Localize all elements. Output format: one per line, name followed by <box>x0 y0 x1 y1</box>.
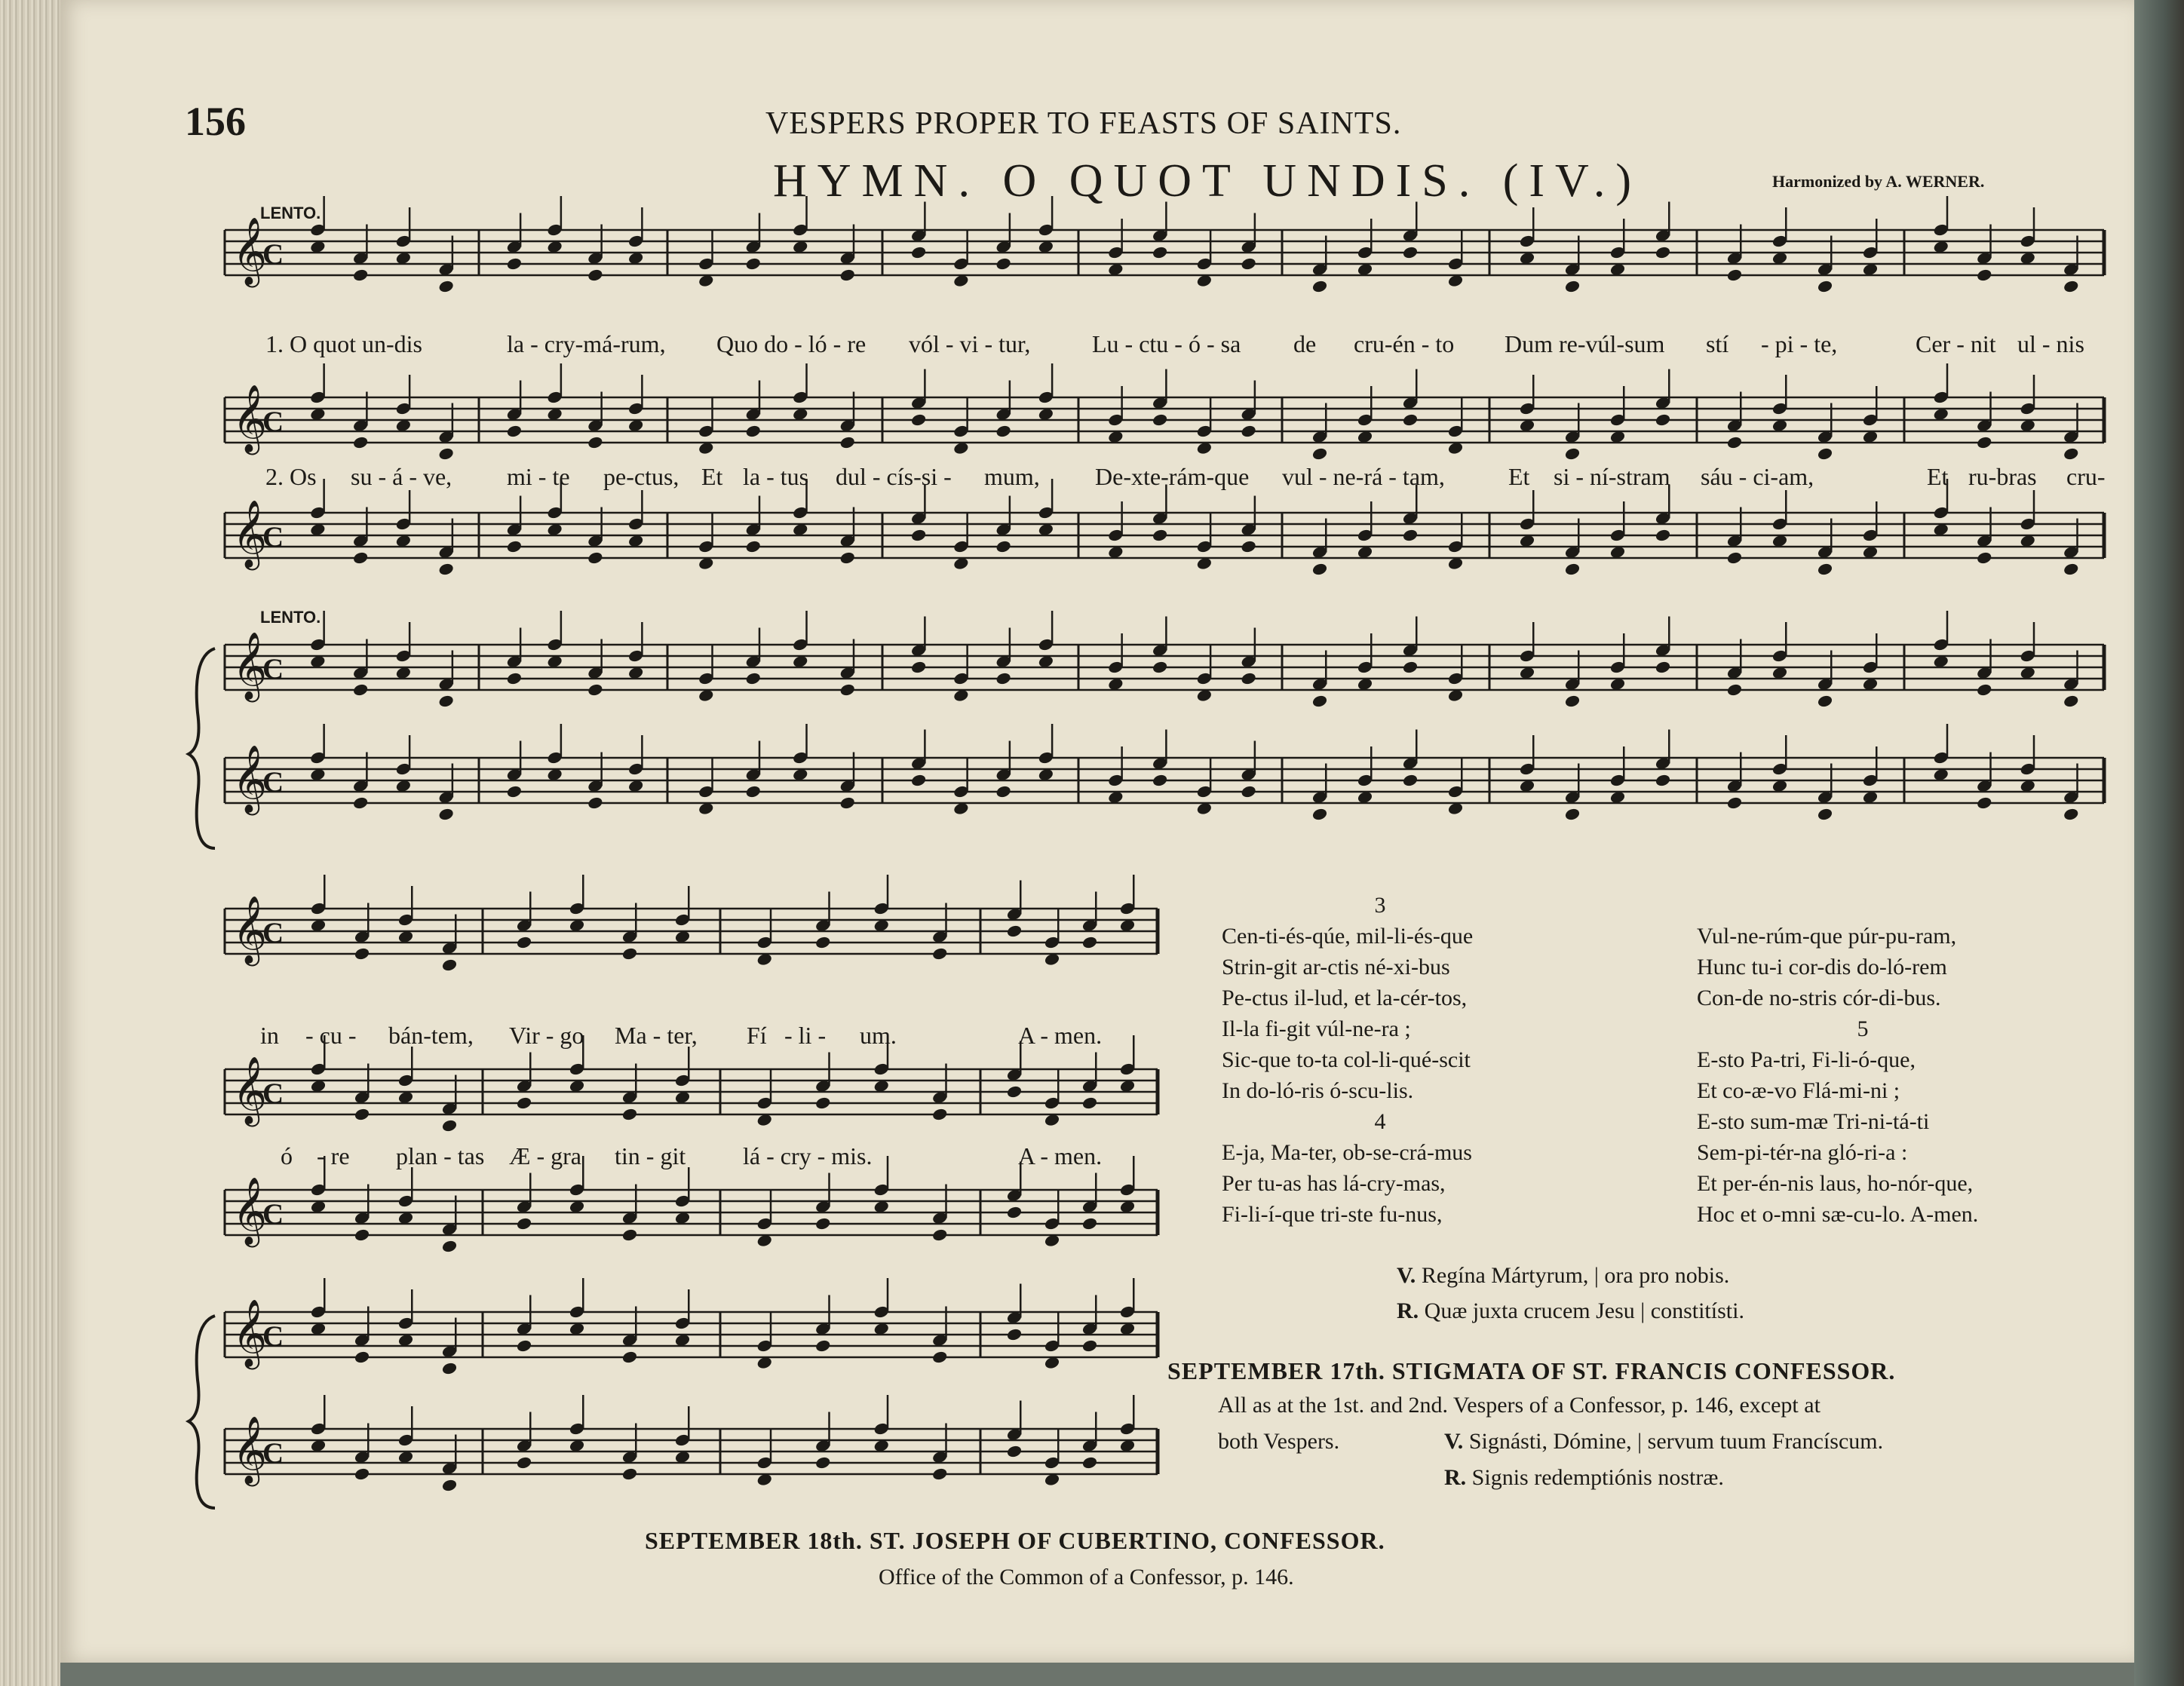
lyric-line-1-seg-7: cru-én - to <box>1354 330 1455 357</box>
lyric-line-2-seg-8: mum, <box>984 463 1040 490</box>
sept18-line: Office of the Common of a Confessor, p. 146. <box>879 1565 1294 1589</box>
sept17-line-1: All as at the 1st. and 2nd. Vespers of a Confessor, p. 146, except at <box>1218 1393 1821 1418</box>
lyric-line-4-seg-4: Æ - gra <box>509 1142 581 1169</box>
lyric-line-1-seg-1: 1. O quot un-dis <box>265 330 422 357</box>
svg-text:𝄞: 𝄞 <box>232 745 268 813</box>
stanza-4-number: 4 <box>1374 1109 1386 1134</box>
stanza-4-5 <box>1697 921 2029 1230</box>
lyric-line-1-seg-8: Dum re-vúl-sum <box>1505 330 1665 357</box>
svg-text:C: C <box>262 238 284 271</box>
stanza-4-line-1: E-ja, Ma-ter, ob-se-crá-mus <box>1222 1140 1472 1165</box>
stanza-5-line-4: Sem-pi-tér-na gló-ri-a : <box>1697 1140 1908 1165</box>
svg-text:C: C <box>262 653 284 685</box>
lyric-line-3-seg-2: - cu - <box>305 1022 357 1049</box>
stanza-5-number: 5 <box>1857 1016 1869 1041</box>
lyric-line-2-seg-6: la - tus <box>743 463 809 490</box>
stanza-3-line-3: Pe-ctus il-lud, et la-cér-tos, <box>1222 986 1468 1010</box>
sept17-versicle-text: Signásti, Dómine, | servum tuum Francíscum. <box>1468 1429 1884 1454</box>
sept17-response-mark: R. <box>1444 1465 1467 1490</box>
lyric-line-4-seg-5: tin - git <box>615 1142 686 1169</box>
harmonized-by: Harmonized by A. WERNER. <box>1772 172 1985 191</box>
lyric-line-4-seg-3: plan - tas <box>396 1142 485 1169</box>
stanza-5-line-6: Hoc et o-mni sæ-cu-lo. A-men. <box>1697 1202 1979 1227</box>
lyric-line-2-seg-14: Et <box>1927 463 1949 490</box>
sept17-response <box>1444 1465 1724 1491</box>
stanza-3-line-2: Strin-git ar-ctis né-xi-bus <box>1222 955 1450 979</box>
lyric-line-4-seg-7: A - men. <box>1018 1142 1103 1169</box>
svg-text:𝄞: 𝄞 <box>232 1056 268 1124</box>
lyric-line-3-seg-8: um. <box>860 1022 897 1049</box>
lyric-line-3-seg-5: Ma - ter, <box>615 1022 698 1049</box>
lyric-line-3-seg-9: A - men. <box>1018 1022 1103 1049</box>
lyric-line-2-seg-12: si - ní-stram <box>1554 463 1670 490</box>
sept18-heading: SEPTEMBER 18th. ST. JOSEPH OF CUBERTINO, CONFESSOR. <box>645 1527 1385 1554</box>
lyric-line-2-seg-5: Et <box>701 463 723 490</box>
lyric-line-1-seg-2: la - cry-má-rum, <box>507 330 666 357</box>
stanza-3-line-1: Cen-ti-és-qúe, mil-li-és-que <box>1222 924 1474 949</box>
versicle <box>1397 1263 1729 1289</box>
stanza-5-line-2: Et co-æ-vo Flá-mi-ni ; <box>1697 1078 1900 1103</box>
lyric-line-2-seg-2: su - á - ve, <box>351 463 452 490</box>
svg-text:𝄞: 𝄞 <box>232 1177 268 1245</box>
running-title: VESPERS PROPER TO FEASTS OF SAINTS. <box>765 106 1402 141</box>
sept17-heading: SEPTEMBER 17th. STIGMATA OF ST. FRANCIS CONFESSOR. <box>1167 1357 1896 1384</box>
response-text: Quæ juxta crucem Jesu | constitísti. <box>1424 1298 1744 1323</box>
sept17-versicle-mark: V. <box>1444 1429 1464 1454</box>
svg-text:C: C <box>262 1198 284 1231</box>
lyric-line-2-seg-15: ru-bras <box>1968 463 2037 490</box>
hymn-title: HYMN. O QUOT UNDIS. (IV.) <box>773 155 1642 207</box>
svg-text:𝄞: 𝄞 <box>232 896 268 964</box>
brace-1 <box>189 648 215 848</box>
lyric-line-4-seg-2: - re <box>317 1142 350 1169</box>
lyric-line-1-seg-11: Cer - nit <box>1916 330 1996 357</box>
stanza-4-line-5: Hunc tu-i cor-dis do-ló-rem <box>1697 955 1947 979</box>
sept17-versicle <box>1444 1429 1883 1455</box>
stanza-4-line-3: Fi-li-í-que tri-ste fu-nus, <box>1222 1202 1443 1227</box>
lyric-line-1-seg-5: Lu - ctu - ó - sa <box>1092 330 1241 357</box>
sept17-line-2: both Vespers. <box>1218 1429 1340 1454</box>
lyric-line-2-seg-3: mi - te <box>507 463 570 490</box>
svg-text:𝄞: 𝄞 <box>232 1299 268 1367</box>
lyric-line-4-seg-6: lá - cry - mis. <box>743 1142 873 1169</box>
svg-text:C: C <box>262 766 284 799</box>
svg-text:C: C <box>262 1078 284 1110</box>
lyric-line-2-seg-11: Et <box>1508 463 1530 490</box>
page-number: 156 <box>185 99 246 144</box>
lyric-line-1-seg-3: Quo do - ló - re <box>716 330 867 357</box>
lyric-line-2-seg-4: pe-ctus, <box>603 463 679 490</box>
stanza-3-line-5: Sic-que to-ta col-li-qué-scit <box>1222 1047 1471 1072</box>
lyric-line-2-seg-16: cru- <box>2066 463 2106 490</box>
lyric-line-1-seg-10: - pi - te, <box>1761 330 1838 357</box>
stanza-3-number: 3 <box>1374 893 1386 918</box>
lyric-line-3-seg-6: Fí <box>747 1022 767 1049</box>
lyric-line-3-seg-4: Vir - go <box>509 1022 584 1049</box>
stanza-5-line-5: Et per-én-nis laus, ho-nór-que, <box>1697 1171 1974 1196</box>
lyric-line-3-seg-7: - li - <box>784 1022 827 1049</box>
lyric-line-1-seg-6: de <box>1293 330 1317 357</box>
stanza-3-line-6: In do-ló-ris ó-scu-lis. <box>1222 1078 1414 1103</box>
svg-text:C: C <box>262 406 284 438</box>
stanza-5-line-3: E-sto sum-mæ Tri-ni-tá-ti <box>1697 1109 1930 1134</box>
svg-text:𝄞: 𝄞 <box>232 632 268 700</box>
lyric-line-2-seg-7: dul - cís-si - <box>836 463 952 490</box>
svg-text:C: C <box>262 1437 284 1470</box>
lyric-line-2-seg-9: De-xte-rám-que <box>1095 463 1250 490</box>
lyric-line-3-seg-3: bán-tem, <box>388 1022 474 1049</box>
lyric-line-1-seg-9: stí <box>1706 330 1729 357</box>
lyric-line-2-seg-1: 2. Os <box>265 463 317 490</box>
response-mark: R. <box>1397 1298 1419 1323</box>
svg-text:𝄞: 𝄞 <box>232 500 268 568</box>
svg-text:C: C <box>262 1320 284 1353</box>
versicle-mark: V. <box>1397 1263 1416 1288</box>
stanza-3 <box>1222 890 1538 1230</box>
stanza-4-line-2: Per tu-as has lá-cry-mas, <box>1222 1171 1446 1196</box>
versicle-text: Regína Mártyrum, | ora pro nobis. <box>1421 1263 1730 1288</box>
svg-text:𝄞: 𝄞 <box>232 217 268 285</box>
lyric-line-4-seg-1: ó <box>281 1142 293 1169</box>
stanza-5-line-1: E-sto Pa-tri, Fi-li-ó-que, <box>1697 1047 1916 1072</box>
svg-text:C: C <box>262 521 284 553</box>
lyric-line-2-seg-10: vul - ne-rá - tam, <box>1282 463 1445 490</box>
lyric-line-1-seg-12: ul - nis <box>2017 330 2084 357</box>
svg-text:𝄞: 𝄞 <box>232 385 268 452</box>
lyric-line-1-seg-4: vól - vi - tur, <box>909 330 1031 357</box>
lyric-line-3-seg-1: in <box>260 1022 279 1049</box>
brace-2 <box>189 1316 215 1508</box>
sept17-response-text: Signis redemptiónis nostræ. <box>1471 1465 1724 1490</box>
svg-text:C: C <box>262 917 284 949</box>
stanza-4-line-4: Vul-ne-rúm-que púr-pu-ram, <box>1697 924 1957 949</box>
svg-text:𝄞: 𝄞 <box>232 1416 268 1484</box>
stanza-3-line-4: Il-la fi-git vúl-ne-ra ; <box>1222 1016 1411 1041</box>
response <box>1397 1298 1744 1324</box>
tempo-marking-vocal: LENTO. <box>260 204 321 222</box>
lyric-line-2-seg-13: sáu - ci-am, <box>1701 463 1814 490</box>
tempo-marking-accompaniment: LENTO. <box>260 608 321 627</box>
stanza-4-line-6: Con-de no-stris cór-di-bus. <box>1697 986 1941 1010</box>
